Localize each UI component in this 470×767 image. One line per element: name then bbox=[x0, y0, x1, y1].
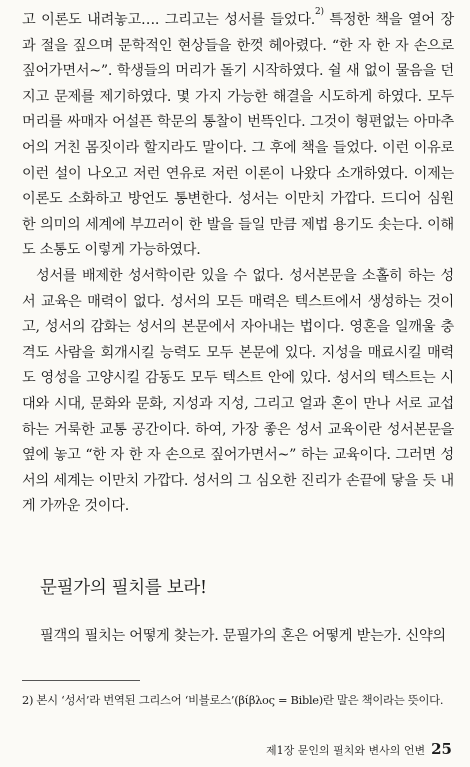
next-paragraph: 필객의 필치는 어떻게 찾는가. 문필가의 혼은 어떻게 받는가. 신약의 bbox=[40, 628, 446, 644]
paragraph-2: 성서를 배제한 성서학이란 있을 수 없다. 성서본문을 소홀히 하는 성서 교육은 매력이 없다. 성서의 모든 매력은 텍스트에서 생성하는 것이고, 성서의 감화는 성서의 본문에서 자아내는 법이다. 영혼을 일깨울 충격도 사람을 회개시킬 능력도 모두 본문에 있다. 지성을 매료시킬 매력도 영성을 고양시킬 감동도 모두 텍스트 안에 있다. 성서의 텍스트는 시대와 시대, 문화와 문화, 지성과 지성, 그리고 얼과 혼이 만나 서로 교섭하는 거룩한 교통 공간이다. 하여, 가장 좋은 성서 교육이란 성서본문을 옆에 놓고 “한 자 한 자 손으로 짚어가면서~” 하는 교육이다. 그러면 성서의 세계는 이만치 가깝다. 성서의 그 심오한 진리가 손끝에 닿을 듯 내게 가까운 것이다. bbox=[22, 267, 454, 515]
running-head: 제1장 문인의 필치와 변사의 언변 bbox=[266, 744, 426, 757]
footnote: 2) 본시 ‘성서’라 번역된 그리스어 ‘비블로스’(βίβλος = Bible)란 말은 책이라는 뜻이다. bbox=[22, 693, 444, 707]
paragraph-1-text-before: 고 이론도 내려놓고…. 그리고는 성서를 들었다. bbox=[22, 12, 315, 28]
section-heading: 문필가의 필치를 보라! bbox=[40, 578, 207, 598]
paragraph-1 bbox=[22, 8, 454, 264]
body-text bbox=[22, 8, 454, 520]
footnote-reference: 2) bbox=[314, 7, 324, 17]
footnote-divider bbox=[22, 680, 140, 681]
paragraph-1-text-after: 특정한 책을 열어 장과 절을 짚으며 문학적인 현상들을 한껏 헤아렸다. “한 자 한 자 손으로 짚어가면서~”. 학생들의 머리가 돌기 시작하였다. 쉴 새 없이 물음을 던지고 문제를 제기하였다. 몇 가지 가능한 해결을 시도하게 하였다. 모두 머리를 싸매자 어설픈 학문의 통찰이 번뜩인다. 그것이 형편없는 아마추어의 거친 몸짓이라 할지라도 말이다. 그 후에 책을 들었다. 이런 이유로 이런 설이 나오고 저런 연유로 저런 이론이 나왔다 소개하였다. 이제는 이론도 소화하고 방언도 통변한다. 성서는 이만치 가깝다. 드디어 심원한 의미의 세계에 부끄러이 한 발을 들일 만큼 제법 용기도 솟는다. 이해도 소통도 이렇게 가능하였다. bbox=[22, 12, 455, 259]
page-number: 25 bbox=[431, 740, 452, 758]
page-footer bbox=[266, 740, 452, 758]
